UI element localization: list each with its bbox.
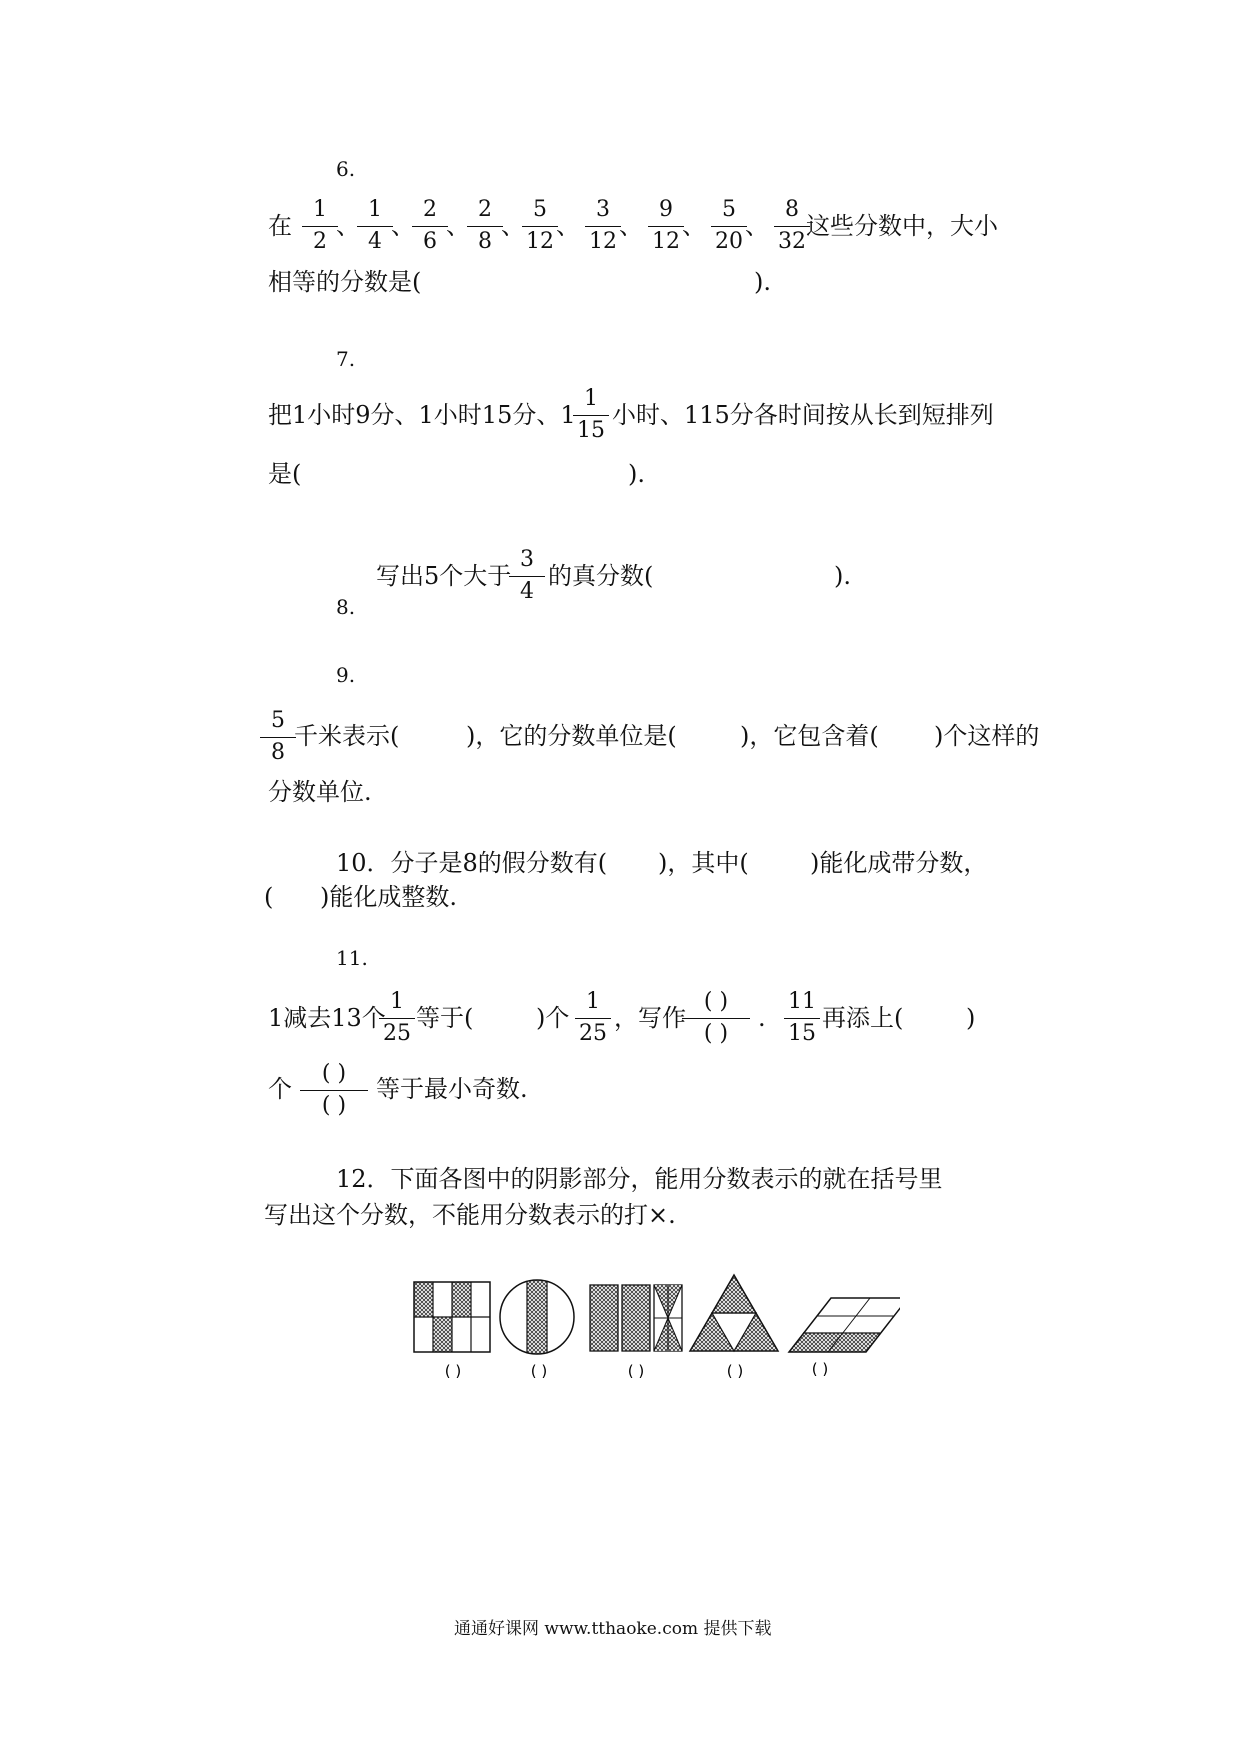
question-10-text-a: 10．分子是8的假分数有( [336,849,608,877]
fraction-denominator: 12 [526,229,554,254]
fraction-separator: 、 [619,212,643,240]
question-10-line2-a: ( [264,883,274,911]
question-7-text-a: 把1小时9分、1小时15分、1 [268,401,576,429]
question-12-line2: 写出这个分数，不能用分数表示的打×. [264,1201,676,1229]
fraction-bar [575,1018,611,1019]
fraction-denominator: 4 [520,579,534,604]
question-9-text-a: 千米表示( [294,722,400,750]
fraction-bar [302,226,338,227]
question-12-figures [400,1260,900,1380]
blank-numerator[interactable]: ( ) [703,989,729,1014]
fraction-bar [648,226,684,227]
footer-credit: 通通好课网 www.tthaoke.com 提供下载 [454,1619,772,1639]
question-9-number: 9. [336,663,356,687]
fraction-numerator: 11 [788,989,816,1014]
fraction-denominator: 6 [423,229,437,254]
question-7-line2-end: ). [628,460,645,488]
question-9-fraction [258,710,298,766]
question-10-text-b: )，其中( [658,849,749,877]
question-6-line2-start: 相等的分数是( [268,268,422,296]
figure-rectangles [590,1285,682,1351]
question-11-blank-fraction[interactable] [680,991,752,1047]
fraction-numerator: 5 [271,708,285,733]
question-10-line2-b: )能化成整数. [320,883,457,911]
question-11-text-f: 再添上( [822,1004,904,1032]
question-11-text-a: 1减去13个 [268,1004,386,1032]
figure-parallelogram [789,1298,900,1352]
question-7-mixed-fraction [571,388,611,444]
answer-blank-1[interactable]: ( ) [444,1362,462,1380]
fraction-denominator: 12 [652,229,680,254]
answer-blank-2[interactable]: ( ) [530,1362,548,1380]
question-7-text-b: 小时、115分各时间按从长到短排列 [612,401,994,429]
fraction-bar [573,415,609,416]
question-11-frac3 [782,991,822,1047]
question-6-prefix: 在 [268,212,292,240]
question-8-number: 8. [336,595,356,619]
fraction-separator: 、 [446,212,470,240]
question-9-text-c: )，它包含着( [740,722,879,750]
fraction-bar [784,1018,820,1019]
fraction-numerator: 3 [520,547,534,572]
question-11-text-b: 等于( [416,1004,474,1032]
question-6-number: 6. [336,157,356,181]
question-11-line2-b: 等于最小奇数. [376,1075,528,1103]
answer-blank-3[interactable]: ( ) [627,1362,645,1380]
question-11-number: 11. [336,946,368,970]
fraction-denominator: 2 [313,229,327,254]
question-11-line2-a: 个 [268,1075,292,1103]
fraction-numerator: 9 [659,197,673,222]
question-6-fraction [465,199,505,255]
fraction-bar [585,226,621,227]
fraction-bar [682,1018,750,1019]
question-6-line2-end: ). [754,268,771,296]
question-12-line1: 12．下面各图中的阴影部分，能用分数表示的就在括号里 [336,1165,943,1193]
fraction-bar [260,737,296,738]
question-11-line2-blank-fraction[interactable] [298,1063,370,1119]
question-6-fraction [410,199,450,255]
fraction-denominator: 12 [589,229,617,254]
fraction-separator: 、 [556,212,580,240]
question-6-fraction [520,199,560,255]
question-8-text-end: ). [834,562,851,590]
fraction-denominator: 20 [715,229,743,254]
fraction-bar [467,226,503,227]
question-11-frac2 [573,991,613,1047]
fraction-separator: 、 [682,212,706,240]
fraction-denominator: 15 [788,1021,816,1046]
fraction-separator: 、 [501,212,525,240]
blank-denominator[interactable]: ( ) [321,1093,347,1118]
fraction-denominator: 25 [383,1021,411,1046]
fraction-denominator: 32 [778,229,806,254]
fraction-denominator: 15 [577,418,605,443]
question-9-text-d: )个这样的 [934,722,1040,750]
answer-blank-5[interactable]: ( ) [811,1360,829,1378]
question-6-suffix: 这些分数中，大小 [806,212,998,240]
fraction-denominator: 8 [271,740,285,765]
fraction-numerator: 1 [313,197,327,222]
fraction-numerator: 2 [423,197,437,222]
fraction-numerator: 5 [722,197,736,222]
fraction-numerator: 5 [533,197,547,222]
fraction-denominator: 25 [579,1021,607,1046]
fraction-denominator: 4 [368,229,382,254]
fraction-numerator: 3 [596,197,610,222]
fraction-separator: 、 [745,212,769,240]
figure-grid-rectangle [414,1282,490,1352]
fraction-bar [300,1090,368,1091]
blank-denominator[interactable]: ( ) [703,1021,729,1046]
question-9-text-b: )，它的分数单位是( [466,722,677,750]
fraction-bar [522,226,558,227]
question-8-fraction [507,549,547,605]
fraction-bar [711,226,747,227]
fraction-numerator: 2 [478,197,492,222]
figure-circle [500,1278,574,1356]
figure-triangle [690,1275,778,1351]
question-6-fraction [300,199,340,255]
answer-blank-4[interactable]: ( ) [726,1362,744,1380]
fraction-separator: 、 [391,212,415,240]
fraction-bar [774,226,810,227]
question-6-fraction [646,199,686,255]
fraction-numerator: 1 [584,386,598,411]
question-7-line2-start: 是( [268,460,302,488]
question-9-line2: 分数单位. [268,778,372,806]
fraction-bar [379,1018,415,1019]
fraction-denominator: 8 [478,229,492,254]
question-11-text-d: ，写作 [614,1004,686,1032]
fraction-numerator: 1 [390,989,404,1014]
question-8-text-a: 写出5个大于 [376,562,512,590]
fraction-numerator: 1 [586,989,600,1014]
question-6-fraction [583,199,623,255]
fraction-bar [357,226,393,227]
question-11-text-c: )个 [536,1004,570,1032]
fraction-numerator: 1 [368,197,382,222]
question-11-text-e: . [758,1004,766,1032]
fraction-bar [509,576,545,577]
fraction-separator: 、 [336,212,360,240]
question-6-fraction [709,199,749,255]
question-11-text-g: ) [966,1004,976,1032]
question-7-number: 7. [336,347,356,371]
question-6-fraction [355,199,395,255]
question-10-text-c: )能化成带分数， [810,849,988,877]
fraction-bar [412,226,448,227]
question-11-frac1 [377,991,417,1047]
fraction-numerator: 8 [785,197,799,222]
question-8-text-b: 的真分数( [548,562,654,590]
blank-numerator[interactable]: ( ) [321,1061,347,1086]
